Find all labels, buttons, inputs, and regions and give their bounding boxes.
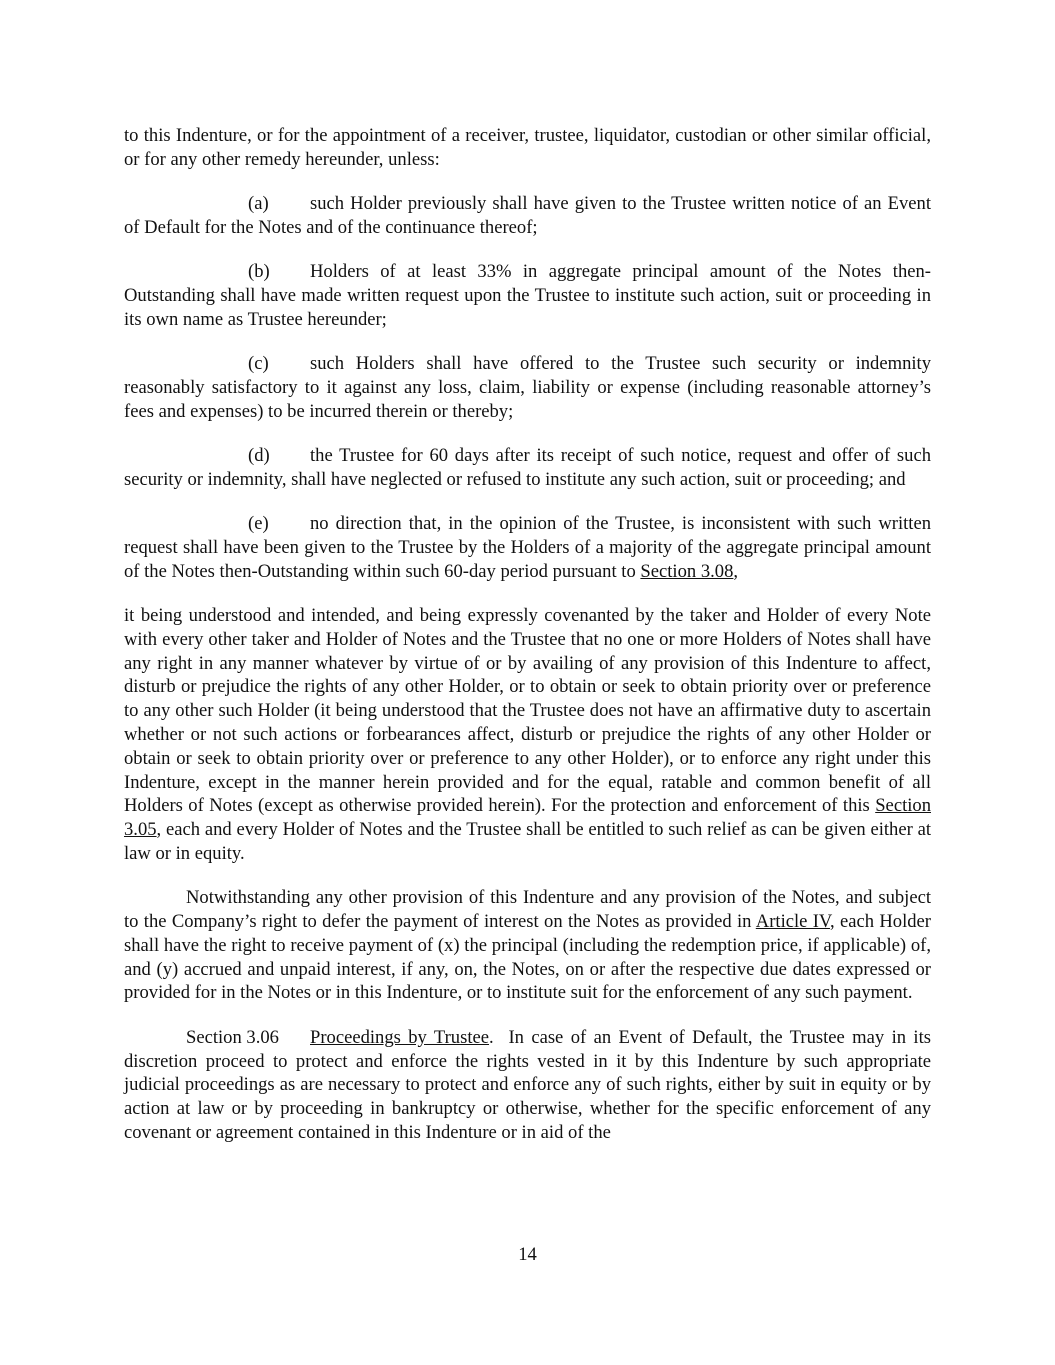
item-label: (b) xyxy=(248,261,270,283)
paragraph-text: it being understood and intended, and being expressly covenanted by the taker and Holder of every Note with every other taker and Holder of Notes and the Trustee that no one or more Holders of Notes shall have any right in any manner whatever by virtue of or by availing of any provision of this Indenture to affect, disturb or prejudice the rights of any other Holder, or to obtain or seek to obtain priority over or preference to any other such Holder (it being understood that the Trustee does not have an affirmative duty to ascertain whether or not such actions or forbearances affect, disturb or prejudice the rights of any other Holder or obtain or seek to obtain priority over or preference to any other Holder), or to enforce any right under this Indenture, except in the manner herein provided and for the equal, ratable and common benefit of all Holders of Notes (except as otherwise provided herein). For the protection and enforcement of this xyxy=(124,604,931,817)
page-number: 14 xyxy=(518,1244,537,1265)
condition-item-b xyxy=(124,260,931,331)
section-text: In case of an Event of Default, the Trustee may in its discretion proceed to protect and enforce the rights vested in it by this Indenture by such appropriate judicial proceedings as are necessary to protect and enforce any of such rights, either by suit in equity or by action at law or by proceeding in bankruptcy or otherwise, whether for the specific enforcement of any covenant or agreement contained in this Indenture or in aid of the xyxy=(124,1026,936,1143)
section-number: Section 3.06 xyxy=(186,1026,279,1048)
item-label: (a) xyxy=(248,193,269,215)
paragraph-text: Notwithstanding any other provision of this Indenture and any provision of the Notes, and subject to the Company’s right to defer the payment of interest on the Notes as provided in xyxy=(124,887,931,933)
item-text: Holders of at least 33% in aggregate principal amount of the Notes then-Outstanding shall have made written request upon the Trustee to institute such action, suit or proceeding in its own name as Trustee hereunder; xyxy=(124,261,931,330)
condition-item-a xyxy=(124,192,931,240)
condition-item-e xyxy=(124,512,931,583)
item-text: no direction that, in the opinion of the Trustee, is inconsistent with such written request shall have been given to the Trustee by the Holders of a majority of the aggregate principal amount of the Notes then-Outstanding within such 60-day period pursuant to xyxy=(124,513,931,582)
item-text: the Trustee for 60 days after its receipt of such notice, request and offer of such security or indemnity, shall have neglected or refused to institute any such action, suit or proceeding; and xyxy=(124,444,931,490)
paragraph-text-after: , each Holder shall have the right to receive payment of (x) the principal (including the redemption price, if applicable) of, and (y) accrued and unpaid interest, if any, on, the Notes, on or after the respective due dates expressed or provided for in the Notes or in this Indenture, or to institute suit for the enforcement of any such payment. xyxy=(124,911,931,1004)
paragraph-text-after: , each and every Holder of Notes and the Trustee shall be entitled to such relief as can be given either at law or in equity. xyxy=(124,819,931,864)
item-label: (d) xyxy=(248,444,270,466)
understanding-paragraph xyxy=(124,604,931,866)
notwithstanding-paragraph xyxy=(124,886,931,1005)
section-reference-link: Section 3.05 xyxy=(124,795,931,841)
item-label: (e) xyxy=(248,513,269,535)
section-title-period: . xyxy=(489,1026,494,1048)
condition-item-d xyxy=(124,444,931,492)
intro-paragraph: to this Indenture, or for the appointment of a receiver, trustee, liquidator, custodian or other similar official, or for any other remedy hereunder, unless: xyxy=(124,125,931,170)
section-reference-link: Section 3.08 xyxy=(640,560,734,582)
item-label: (c) xyxy=(248,353,269,375)
section-title: Proceedings by Trustee xyxy=(310,1026,490,1048)
article-reference-link: Article IV xyxy=(755,911,830,933)
document-page xyxy=(124,124,936,1165)
item-text-after: , xyxy=(733,560,739,582)
condition-item-c xyxy=(124,352,931,423)
item-text: such Holders shall have offered to the Trustee such security or indemnity reasonably satisfactory to it against any loss, claim, liability or expense (including reasonable attorney’s fees and expenses) to be incurred therein or thereby; xyxy=(124,353,931,422)
item-text: such Holder previously shall have given to the Trustee written notice of an Event of Default for the Notes and of the continuance thereof; xyxy=(124,193,931,238)
section-3-06-paragraph xyxy=(124,1026,936,1145)
